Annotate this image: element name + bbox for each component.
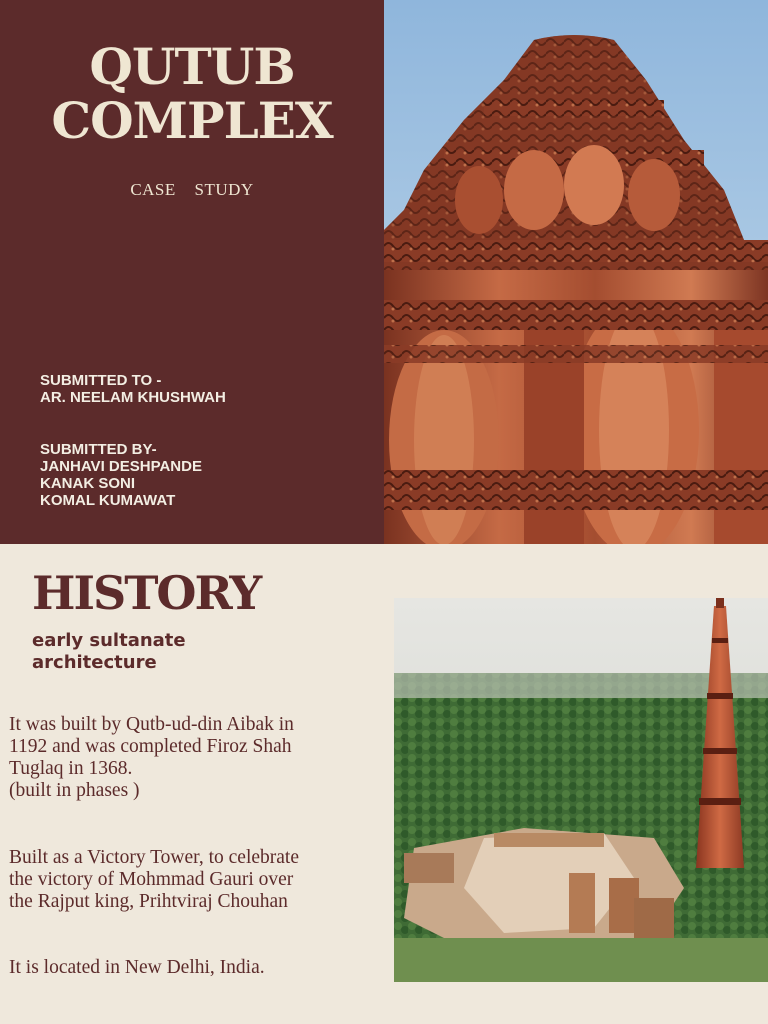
history-heading: HISTORY (32, 566, 261, 620)
paragraph-line: Built as a Victory Tower, to celebrate (9, 847, 299, 868)
tower-photo-illustration (384, 0, 768, 544)
submitted-by-name: JANHAVI DESHPANDE (40, 458, 202, 475)
submitted-by-block (40, 441, 202, 509)
paragraph-line: the Rajput king, Prihtviraj Chouhan (9, 891, 288, 912)
tower-photo (384, 0, 768, 544)
paragraph-line: Tuglaq in 1368. (9, 758, 133, 779)
cover-subtitle: CASE STUDY (130, 180, 254, 199)
history-paragraph-1 (9, 714, 389, 802)
submitted-by-name: KOMAL KUMAWAT (40, 492, 176, 509)
cover-panel (0, 0, 384, 544)
aerial-photo (394, 598, 768, 982)
paragraph-line: (built in phases ) (9, 780, 140, 801)
submitted-by-label: SUBMITTED BY- (40, 441, 157, 458)
title-line-1: QUTUB (89, 37, 295, 96)
submitted-to-name: AR. NEELAM KHUSHWAH (40, 389, 226, 406)
paragraph-line: 1192 and was completed Firoz Shah (9, 736, 292, 757)
cover-title (0, 37, 384, 150)
submitted-to-block (40, 372, 226, 406)
history-paragraph-2 (9, 847, 389, 913)
history-paragraph-3: It is located in New Delhi, India. (9, 957, 265, 978)
title-line-2: COMPLEX (51, 91, 333, 150)
paragraph-line: the victory of Mohmmad Gauri over (9, 869, 294, 890)
submitted-by-name: KANAK SONI (40, 475, 136, 492)
submitted-to-label: SUBMITTED TO - (40, 372, 162, 389)
paragraph-line: It was built by Qutb-ud-din Aibak in (9, 714, 294, 735)
aerial-photo-illustration (394, 598, 768, 982)
history-subheading: early sultanate architecture (32, 630, 186, 673)
